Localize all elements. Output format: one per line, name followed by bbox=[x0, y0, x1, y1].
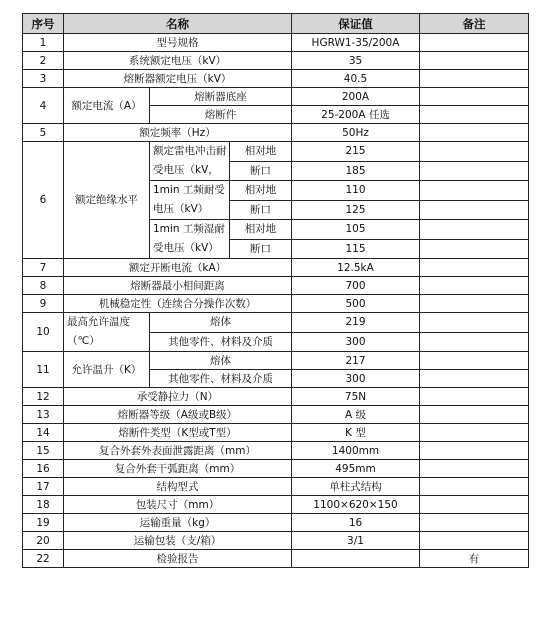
row-subname: 断口 bbox=[230, 239, 292, 259]
table-row bbox=[23, 259, 529, 277]
row-name: 额定频率（Hz） bbox=[64, 124, 292, 142]
row-note bbox=[420, 70, 529, 88]
row-no: 18 bbox=[23, 496, 64, 514]
row-subname: 断口 bbox=[230, 161, 292, 181]
row-value: 125 bbox=[292, 200, 420, 220]
table-row bbox=[23, 388, 529, 406]
row-name: 检验报告 bbox=[64, 550, 292, 568]
row-value: 219 bbox=[292, 313, 420, 333]
row-group-name: 1min 工频湿耐受电压（kV） bbox=[150, 220, 230, 259]
row-value: 12.5kA bbox=[292, 259, 420, 277]
row-no: 12 bbox=[23, 388, 64, 406]
row-name: 复合外套干弧距离（mm） bbox=[64, 460, 292, 478]
row-subname: 相对地 bbox=[230, 181, 292, 201]
row-name: 系统额定电压（kV） bbox=[64, 52, 292, 70]
row-no: 17 bbox=[23, 478, 64, 496]
row-value: 35 bbox=[292, 52, 420, 70]
row-subname: 熔体 bbox=[150, 313, 292, 333]
row-subname: 相对地 bbox=[230, 220, 292, 240]
row-no: 3 bbox=[23, 70, 64, 88]
row-no: 1 bbox=[23, 34, 64, 52]
row-name: 允许温升（K） bbox=[64, 352, 150, 388]
table-row bbox=[23, 124, 529, 142]
row-note bbox=[420, 142, 529, 162]
table-row bbox=[23, 460, 529, 478]
row-no: 16 bbox=[23, 460, 64, 478]
table-row bbox=[23, 442, 529, 460]
header-name: 名称 bbox=[64, 14, 292, 34]
row-name: 额定绝缘水平 bbox=[64, 142, 150, 259]
row-value: 185 bbox=[292, 161, 420, 181]
table-row bbox=[23, 406, 529, 424]
row-note bbox=[420, 220, 529, 240]
row-group-name: 1min 工频耐受电压（kV） bbox=[150, 181, 230, 220]
row-note bbox=[420, 370, 529, 388]
row-name: 包装尺寸（mm） bbox=[64, 496, 292, 514]
row-name: 熔断件类型（K型或T型） bbox=[64, 424, 292, 442]
row-note bbox=[420, 406, 529, 424]
row-no: 6 bbox=[23, 142, 64, 259]
row-name: 运输包装（支/箱） bbox=[64, 532, 292, 550]
row-no: 4 bbox=[23, 88, 64, 124]
row-no: 8 bbox=[23, 277, 64, 295]
row-value: 3/1 bbox=[292, 532, 420, 550]
spec-table-main bbox=[22, 13, 529, 568]
row-value: 16 bbox=[292, 514, 420, 532]
row-name: 熔断器额定电压（kV） bbox=[64, 70, 292, 88]
row-subname: 熔体 bbox=[150, 352, 292, 370]
row-value: 495mm bbox=[292, 460, 420, 478]
row-value: 50Hz bbox=[292, 124, 420, 142]
row-note bbox=[420, 478, 529, 496]
row-subname: 断口 bbox=[230, 200, 292, 220]
table-row bbox=[23, 295, 529, 313]
row-name: 承受静拉力（N） bbox=[64, 388, 292, 406]
table-row bbox=[23, 514, 529, 532]
row-subname: 其他零件、材料及介质 bbox=[150, 332, 292, 352]
row-no: 5 bbox=[23, 124, 64, 142]
table-row bbox=[23, 313, 529, 333]
row-note bbox=[420, 124, 529, 142]
row-no: 20 bbox=[23, 532, 64, 550]
row-note bbox=[420, 181, 529, 201]
row-note bbox=[420, 88, 529, 106]
row-no: 7 bbox=[23, 259, 64, 277]
row-note bbox=[420, 332, 529, 352]
row-no: 11 bbox=[23, 352, 64, 388]
row-value: K 型 bbox=[292, 424, 420, 442]
row-name: 机械稳定性（连续合分操作次数） bbox=[64, 295, 292, 313]
row-note bbox=[420, 532, 529, 550]
row-note bbox=[420, 295, 529, 313]
row-value: A 级 bbox=[292, 406, 420, 424]
row-subname: 其他零件、材料及介质 bbox=[150, 370, 292, 388]
row-name: 复合外套外表面泄露距离（mm） bbox=[64, 442, 292, 460]
header-row bbox=[23, 14, 529, 34]
table-row bbox=[23, 34, 529, 52]
row-note bbox=[420, 442, 529, 460]
row-no: 14 bbox=[23, 424, 64, 442]
row-no: 9 bbox=[23, 295, 64, 313]
row-value: 700 bbox=[292, 277, 420, 295]
row-subname: 熔断器底座 bbox=[150, 88, 292, 106]
row-value: 115 bbox=[292, 239, 420, 259]
row-subname: 熔断件 bbox=[150, 106, 292, 124]
row-no: 22 bbox=[23, 550, 64, 568]
row-value: 75N bbox=[292, 388, 420, 406]
row-note bbox=[420, 34, 529, 52]
table-row bbox=[23, 142, 529, 162]
table-row bbox=[23, 352, 529, 370]
header-value: 保证值 bbox=[292, 14, 420, 34]
row-name: 额定开断电流（kA） bbox=[64, 259, 292, 277]
row-note bbox=[420, 352, 529, 370]
row-value bbox=[292, 550, 420, 568]
header-note: 备注 bbox=[420, 14, 529, 34]
row-value: 300 bbox=[292, 332, 420, 352]
row-value: 300 bbox=[292, 370, 420, 388]
row-note bbox=[420, 388, 529, 406]
row-no: 19 bbox=[23, 514, 64, 532]
row-name: 熔断器最小相间距离 bbox=[64, 277, 292, 295]
row-no: 15 bbox=[23, 442, 64, 460]
row-subname: 相对地 bbox=[230, 142, 292, 162]
row-name: 熔断器等级（A级或B级） bbox=[64, 406, 292, 424]
row-name: 额定电流（A） bbox=[64, 88, 150, 124]
row-note bbox=[420, 52, 529, 70]
row-note bbox=[420, 460, 529, 478]
row-value: 40.5 bbox=[292, 70, 420, 88]
row-note bbox=[420, 106, 529, 124]
row-note bbox=[420, 424, 529, 442]
row-name: 运输重量（kg） bbox=[64, 514, 292, 532]
row-value: 1400mm bbox=[292, 442, 420, 460]
row-note bbox=[420, 496, 529, 514]
table-row bbox=[23, 550, 529, 568]
row-value: 105 bbox=[292, 220, 420, 240]
row-note bbox=[420, 239, 529, 259]
row-no: 13 bbox=[23, 406, 64, 424]
row-name: 结构型式 bbox=[64, 478, 292, 496]
table-row bbox=[23, 424, 529, 442]
table-row bbox=[23, 88, 529, 106]
row-value: 500 bbox=[292, 295, 420, 313]
table-row bbox=[23, 277, 529, 295]
header-no: 序号 bbox=[23, 14, 64, 34]
row-note bbox=[420, 514, 529, 532]
table-row bbox=[23, 496, 529, 514]
row-value: HGRW1-35/200A bbox=[292, 34, 420, 52]
row-note bbox=[420, 200, 529, 220]
row-note bbox=[420, 259, 529, 277]
row-note bbox=[420, 161, 529, 181]
row-note: 有 bbox=[420, 550, 529, 568]
row-value: 110 bbox=[292, 181, 420, 201]
row-name: 型号规格 bbox=[64, 34, 292, 52]
row-value: 1100×620×150 bbox=[292, 496, 420, 514]
row-value: 25-200A 任选 bbox=[292, 106, 420, 124]
table-row bbox=[23, 70, 529, 88]
row-name: 最高允许温度（℃） bbox=[64, 313, 150, 352]
row-value: 单柱式结构 bbox=[292, 478, 420, 496]
table-row bbox=[23, 52, 529, 70]
row-no: 10 bbox=[23, 313, 64, 352]
row-value: 215 bbox=[292, 142, 420, 162]
row-note bbox=[420, 313, 529, 333]
table-row bbox=[23, 478, 529, 496]
table-row bbox=[23, 532, 529, 550]
row-value: 217 bbox=[292, 352, 420, 370]
row-note bbox=[420, 277, 529, 295]
row-group-name: 额定雷电冲击耐受电压（kV， bbox=[150, 142, 230, 181]
row-no: 2 bbox=[23, 52, 64, 70]
row-value: 200A bbox=[292, 88, 420, 106]
